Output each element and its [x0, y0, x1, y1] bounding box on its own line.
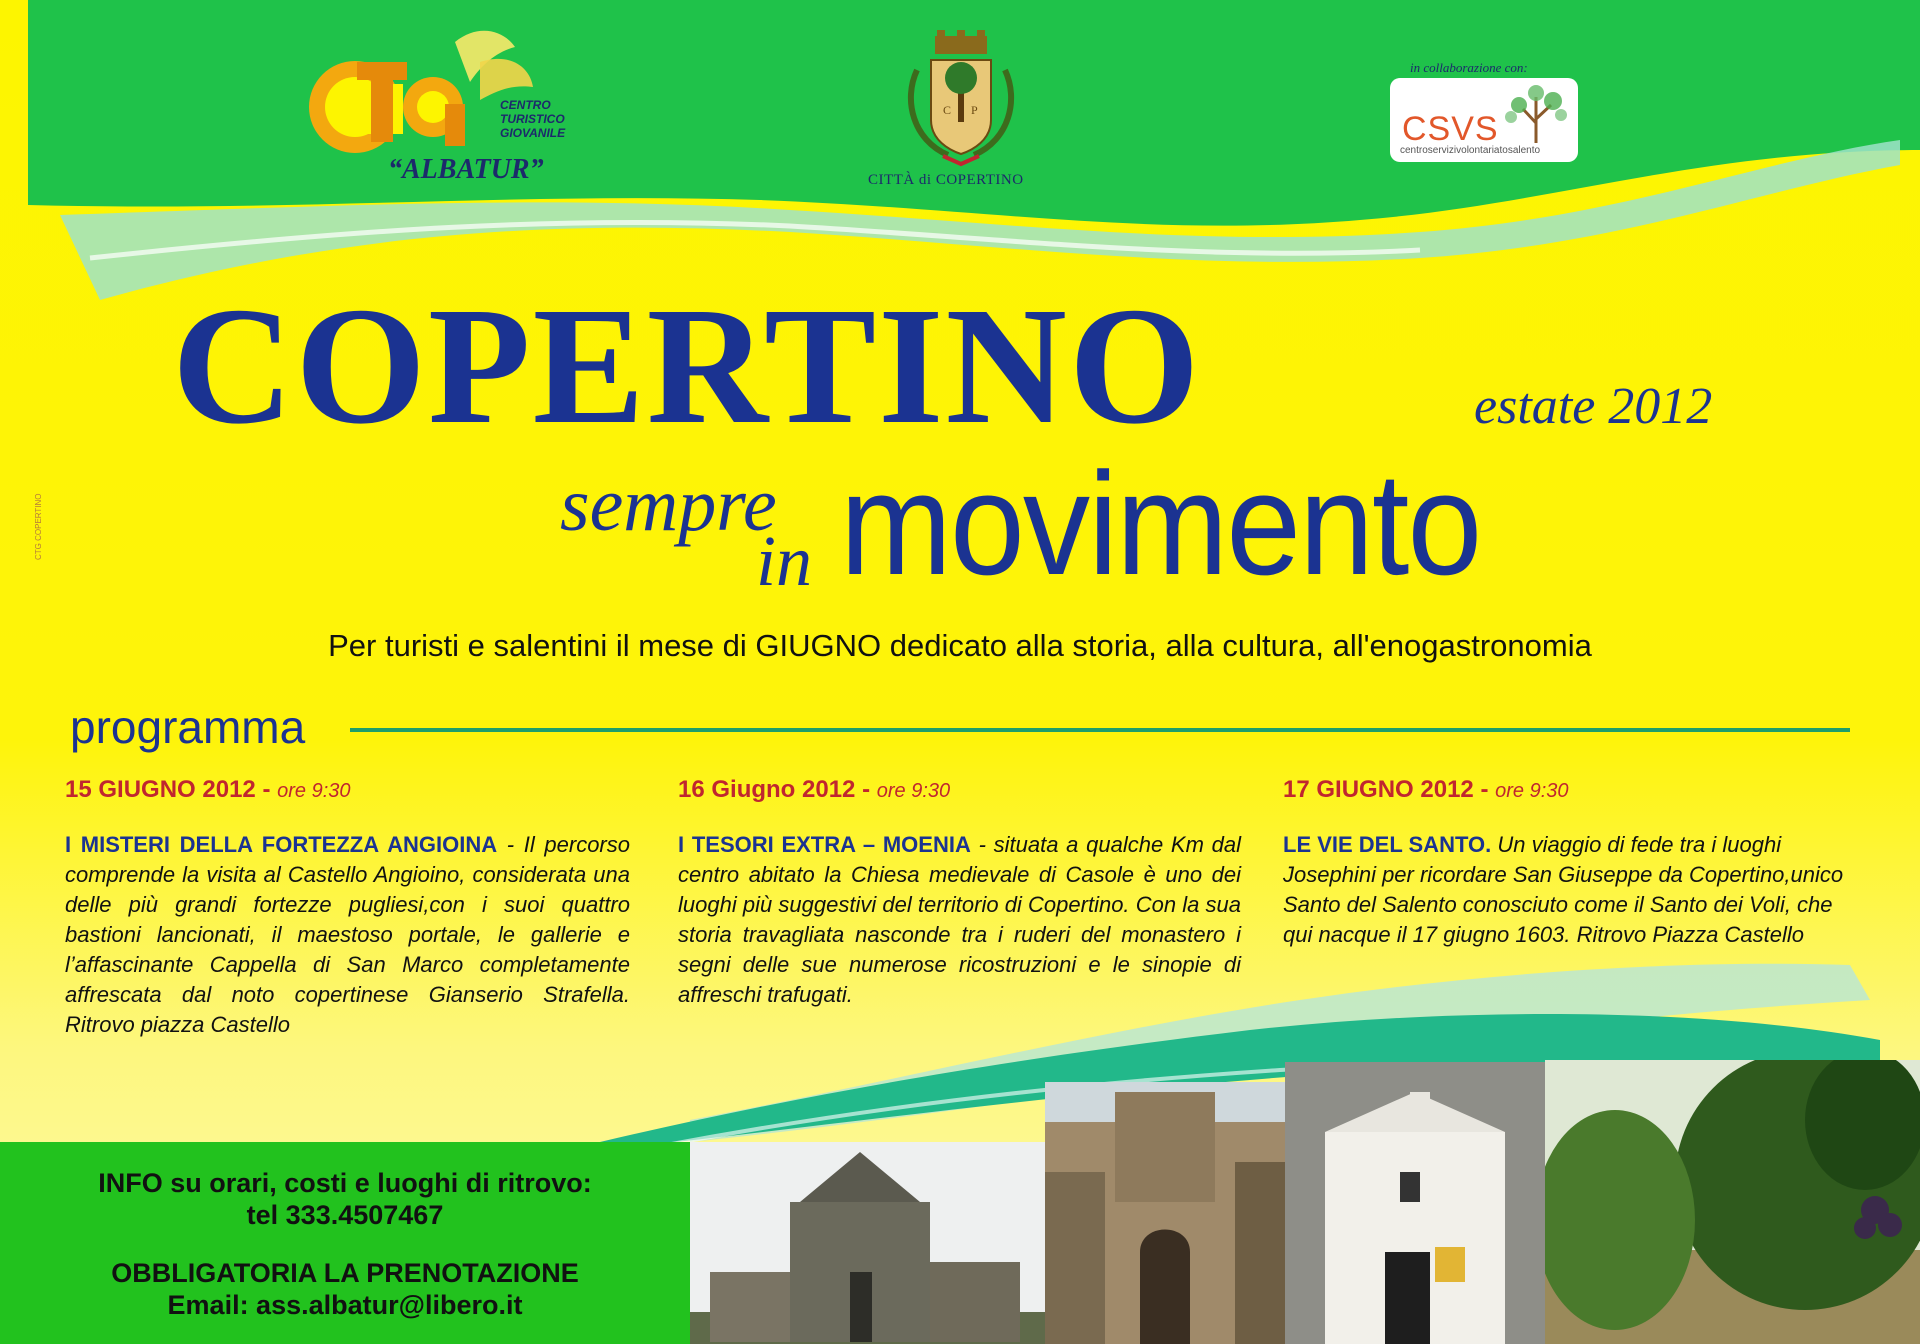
movimento-word: movimento [840, 442, 1481, 605]
event-sep: - [970, 832, 994, 857]
event-time: ore 9:30 [277, 780, 351, 802]
event-headline: LE VIE DEL SANTO. [1283, 832, 1492, 857]
event-time: ore 9:30 [1495, 780, 1569, 802]
csvs-tree-icon [1495, 83, 1577, 147]
city-crest-icon [903, 30, 1019, 170]
collab-text: in collaborazione con: [1410, 60, 1528, 75]
event-text: Un viaggio di fede tra i luoghi Josephini per ricordare San Giuseppe da Copertino,unico Santo del Salento conosciuto come il Santo dei Voli, che qui nacque il 17 giugno 1603. Ritrovo Piazza Castello [1283, 832, 1844, 947]
event-dash: - [862, 776, 871, 803]
photo-casole-church [690, 1142, 1045, 1344]
main-title: COPERTINO [172, 273, 1202, 459]
photo-chapel [1285, 1062, 1545, 1344]
event-text: situata a qualche Km dal centro abitato la Chiesa medievale di Casole è uno dei luoghi più suggestivi del territorio di Copertino. Con la sua storia travagliata nasconde tra i ruderi del monastero i segni delle sue numerose ricostruzioni e le sinopie di affreschi trafugati. [678, 832, 1241, 1007]
event-column-3 [1283, 776, 1851, 950]
cta-line-2: TURISTICO [500, 112, 565, 126]
event-sep: - [497, 832, 524, 857]
info-box [0, 1142, 690, 1344]
event-date-line [1283, 776, 1851, 804]
in-word: in [756, 521, 813, 601]
event-column-2 [678, 776, 1241, 1010]
programma-heading: programma [70, 701, 306, 753]
csvs-name: CSVS [1402, 110, 1499, 148]
photo-castle-portal [1045, 1082, 1285, 1344]
event-headline: I MISTERI DELLA FORTEZZA ANGIOINA [65, 832, 498, 857]
city-caption: CITTÀ di COPERTINO [868, 172, 1024, 188]
event-time: ore 9:30 [876, 780, 951, 802]
event-date: 16 Giugno 2012 [678, 776, 856, 803]
cta-line-3: GIOVANILE [500, 126, 566, 140]
csvs-subtitle: centroservizivolontariatosalento [1400, 145, 1541, 156]
programma-divider [350, 728, 1850, 732]
event-description [1283, 830, 1851, 950]
crest-letter-c: C [943, 103, 952, 117]
event-description [65, 830, 630, 1040]
event-text: Il percorso comprende la visita al Castello Angioino, considerata una delle più grandi fortezze pugliesi,con i suoi quattro bastioni lancionati, il maestoso portale, le gallerie e l’affascinante Cappella di San Marco completamente affrescata dal noto copertinese Gianserio Strafella. Ritrovo piazza Castello [65, 832, 630, 1037]
event-date: 17 GIUGNO 2012 [1283, 776, 1474, 803]
tagline: Per turisti e salentini il mese di GIUGNO dedicato alla storia, alla cultura, all'enogastronomia [328, 628, 1592, 663]
event-column-1 [65, 776, 630, 1040]
sempre-word: sempre [560, 463, 777, 547]
printer-mark: CTG COPERTINO [34, 493, 43, 560]
event-date-line [678, 776, 1241, 804]
event-headline: I TESORI EXTRA – MOENIA [678, 832, 971, 857]
event-description [678, 830, 1241, 1010]
info-line-3: OBBLIGATORIA LA PRENOTAZIONE [111, 1258, 579, 1288]
info-phone: tel 333.4507467 [246, 1200, 444, 1230]
cta-tagline [500, 98, 565, 140]
albatur-name: “ALBATUR” [388, 154, 544, 185]
estate-subtitle: estate 2012 [1474, 378, 1713, 435]
cta-line-1: CENTRO [500, 98, 551, 112]
event-date: 15 GIUGNO 2012 [65, 776, 256, 803]
event-dash: - [262, 776, 271, 803]
event-dash: - [1480, 776, 1489, 803]
event-date-line [65, 776, 630, 804]
photo-vineyard [1545, 1060, 1920, 1344]
info-email: Email: ass.albatur@libero.it [167, 1290, 523, 1320]
crest-letter-p: P [971, 103, 978, 117]
info-line-1: INFO su orari, costi e luoghi di ritrovo: [98, 1168, 592, 1198]
